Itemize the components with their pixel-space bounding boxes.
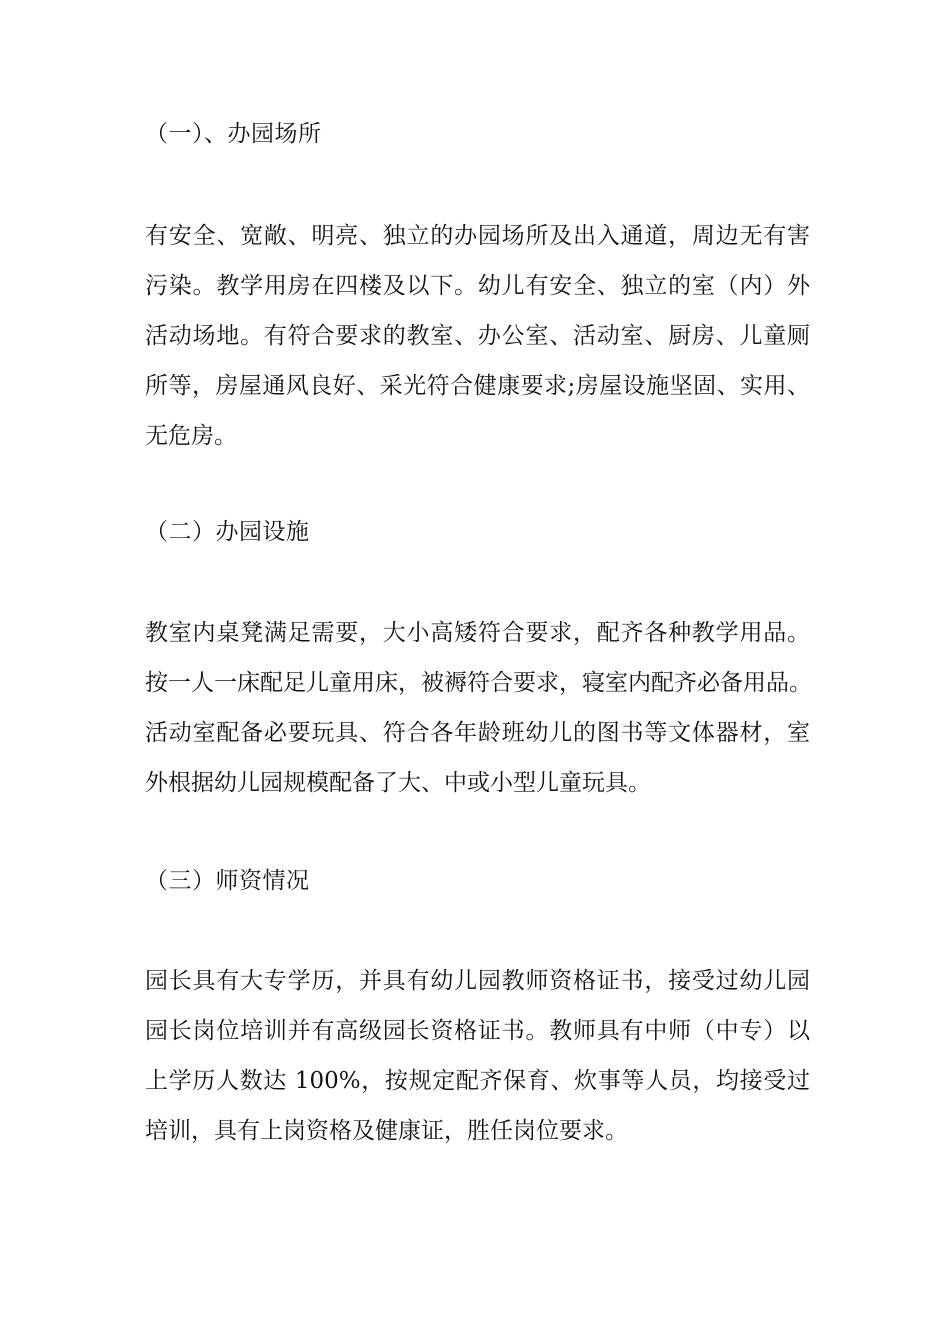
paragraph-line: 园长岗位培训并有高级园长资格证书。教师具有中师（中专）以: [145, 1018, 810, 1044]
paragraph-line: 活动室配备必要玩具、符合各年龄班幼儿的图书等文体器材，室: [145, 720, 810, 746]
section-paragraph-2: [145, 608, 810, 808]
paragraph-line: 所等，房屋通风良好、采光符合健康要求;房屋设施坚固、实用、: [145, 373, 810, 399]
paragraph-line: 外根据幼儿园规模配备了大、中或小型儿童玩具。: [145, 770, 651, 796]
section-heading-2: （二）办园设施: [145, 519, 310, 545]
paragraph-line: 有安全、宽敞、明亮、独立的办园场所及出入通道，周边无有害: [145, 223, 810, 249]
paragraph-line: 培训，具有上岗资格及健康证，胜任岗位要求。: [145, 1118, 628, 1144]
paragraph-line: 污染。教学用房在四楼及以下。幼儿有安全、独立的室（内）外: [145, 273, 810, 299]
paragraph-line: 园长具有大专学历，并具有幼儿园教师资格证书，接受过幼儿园: [145, 968, 810, 994]
section-heading-3: （三）师资情况: [145, 868, 310, 894]
paragraph-line: 教室内桌凳满足需要，大小高矮符合要求，配齐各种教学用品。: [145, 620, 810, 646]
section-paragraph-3: [145, 956, 810, 1156]
paragraph-line: 活动场地。有符合要求的教室、办公室、活动室、厨房、儿童厕: [145, 323, 810, 349]
section-paragraph-1: [145, 211, 810, 461]
section-heading-1: （一）、办园场所: [145, 121, 322, 147]
paragraph-line: 按一人一床配足儿童用床，被褥符合要求，寝室内配齐必备用品。: [145, 670, 812, 696]
paragraph-line: 无危房。: [145, 423, 237, 449]
paragraph-line: 上学历人数达 100%，按规定配齐保育、炊事等人员，均接受过: [145, 1068, 810, 1094]
